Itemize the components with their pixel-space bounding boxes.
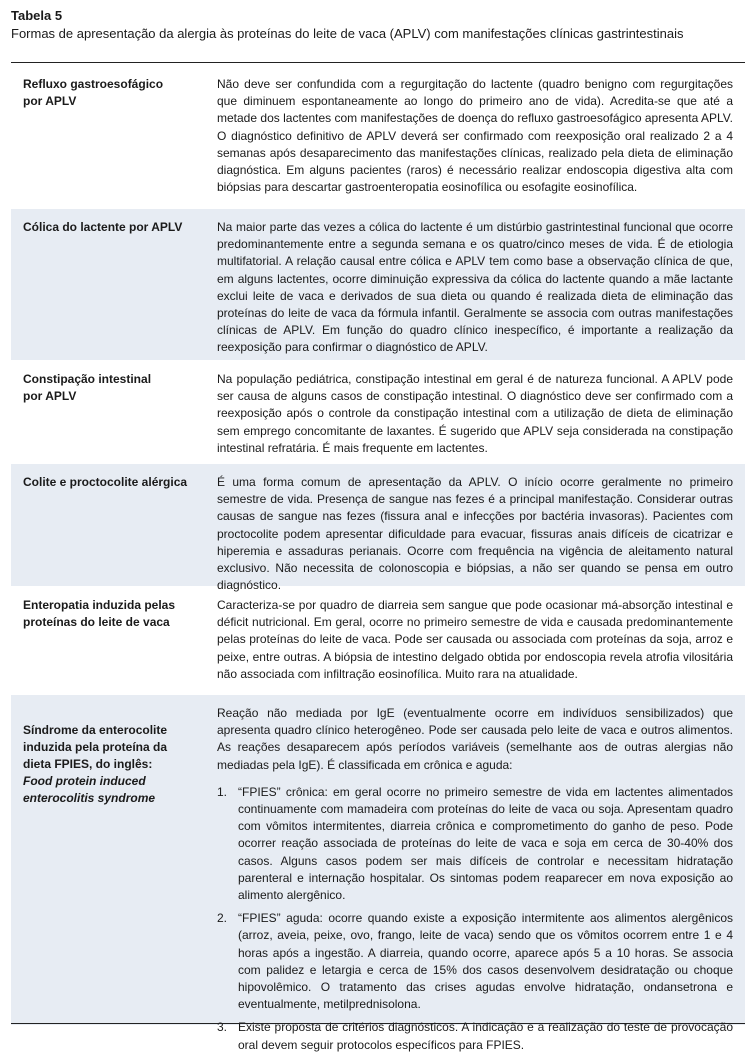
row-text <box>207 66 745 208</box>
list-item-number: 2. <box>217 911 228 926</box>
row-text <box>207 695 745 1052</box>
list-item-text: Existe proposta de critérios diagnósticos. A indicação e a realização do teste de provocação oral devem seguir protocolos específicos para FPIES. <box>238 1020 733 1052</box>
row-text <box>207 209 745 360</box>
table-row <box>11 464 745 593</box>
row-paragraph: Reação não mediada por IgE (eventualmente ocorre em indivíduos sensibilizados) que apresenta quadro clínico heterogêneo. Pode ser causada pelo leite de vaca e outros alimentos. As reações desaparecem após períodos variáveis (semelhante aos de outras alergias não mediadas pela IgE). É classificada em crônica e aguda: <box>217 706 733 772</box>
row-paragraph: É uma forma comum de apresentação da APLV. O início ocorre geralmente no primeiro semestre de vida. Presença de sangue nas fezes é a principal manifestação. Considerar outras causas de sangue nas fezes (fissura anal e infecções por bactéria invasoras). Pacientes com proctocolite podem apresentar dificuldade para evacuar, fissuras anais difíceis de cicatrizar e hiperemia e assaduras perianais. Ocorre com frequência na vigência de aleitamento natural exclusivo. Não necessita de colonoscopia e biópsias, a não ser quando se pensa em outro diagnóstico. <box>217 475 733 593</box>
row-label <box>11 695 207 1025</box>
row-paragraph: Caracteriza-se por quadro de diarreia sem sangue que pode ocasionar má-absorção intestinal e déficit nutricional. Em geral, ocorre no primeiro semestre de vida e causada predominantemente pelas proteínas do leite de vaca. Pode ser causada ou associada com proteínas da soja, arroz e peixe, entre outras. A biópsia de intestino delgado obtida por endoscopia revela atrofia vilositária não associada com infiltração eosinofílica. Muito rara na atualidade. <box>217 598 733 681</box>
row-text <box>207 361 745 463</box>
row-paragraph: Na população pediátrica, constipação intestinal em geral é de natureza funcional. A APLV pode ser causa de alguns casos de constipação intestinal. O diagnóstico deve ser confirmado com a reexposição após o controle da constipação intestinal com a utilização de dieta de eliminação sem emprego concomitante de laxantes. É sugerido que APLV seja considerada na constipação intestinal refratária. É mais frequente em lactentes. <box>217 372 733 455</box>
table-caption <box>11 8 745 42</box>
list-item-text: “FPIES” crônica: em geral ocorre no primeiro semestre de vida em lactentes alimentados continuamente com mamadeira com proteínas do leite de vaca ou soja. Apresentam quadro com vômitos intermitentes, diarreia crônica e comprometimento do ganho de peso. Pode ocorrer reação associada de proteínas do leite de vaca e soja em cerca de 30-40% dos casos. Alguns casos podem ser mais difíceis de controlar e necessitam hidratação parenteral e internação hospitalar. Os sintomas podem reaparecer em nova exposição ao alimento alergênico. <box>238 784 733 903</box>
table-row <box>11 209 745 361</box>
row-label: Cólica do lactente por APLV <box>23 220 183 234</box>
row-label: Colite e proctocolite alérgica <box>23 475 188 489</box>
table-subtitle: Formas de apresentação da alergia às proteínas do leite de vaca (APLV) com manifestações clínicas gastrintestinais <box>11 26 684 41</box>
row-label: Enteropatia induzida pelas proteínas do leite de vaca <box>23 598 176 629</box>
row-paragraph: Na maior parte das vezes a cólica do lactente é um distúrbio gastrintestinal funcional que ocorre predominantemente entre a segunda semana e os quatro/cinco meses de vida. É de etiologia multifatorial. A relação causal entre cólica e APLV tem como base a observação clínica de que, em alguns lactentes, ocorre diminuição expressiva da cólica do lactente quando a mãe lactante exclui leite de vaca e derivados de sua dieta ou quando é realizada dieta de eliminação das proteínas do leite de vaca da fórmula infantil. Geralmente se associa com outras manifestações clínicas de APLV. Em função do quadro clínico inespecífico, é importante a realização da reexposição para confirmar o diagnóstico de APLV. <box>217 220 733 355</box>
list-item <box>217 784 733 904</box>
row-text <box>207 464 745 593</box>
row-paragraph: Não deve ser confundida com a regurgitação do lactente (quadro benigno com regurgitações que diminuem espontaneamente ao longo do primeiro ano de vida). Acredita-se que até a metade dos lactentes com manifestações de doença do refluxo gastroesofágico apresenta APLV. O diagnóstico definitivo de APLV deverá ser confirmado com reexposição oral realizado 2 a 4 semanas após desaparecimento das manifestações clínicas, realizado pela dieta de eliminação diagnóstica. Em alguns pacientes (raros) é necessário realizar endoscopia digestiva alta com biópsias para descartar gastroenteropatia eosinofílica ou esofagite eosinofílica. <box>217 77 733 195</box>
list-item <box>217 1019 733 1053</box>
row-label: Constipação intestinal por APLV <box>23 372 152 403</box>
table-row <box>11 695 745 1052</box>
list-item-text: “FPIES” aguda: ocorre quando existe a exposição intermitente aos alimentos alergênicos (arroz, aveia, peixe, ovo, frango, leite de vaca) sendo que os vômitos ocorrem entre 1 e 4 horas após a ingestão. A diarreia, quando ocorre, aparece após 5 a 10 horas. Se associa com palidez e letargia e cerca de 15% dos casos desenvolvem desidratação ou choque hipovolêmico. O tratamento das crises agudas envolve hidratação, ondansetrona e eventualmente, metilprednisolona. <box>238 911 733 1012</box>
table-row <box>11 66 745 209</box>
row-label-pt: Síndrome da enterocolite induzida pela proteína da dieta FPIES, do inglês: <box>23 723 168 771</box>
row-text <box>207 587 745 694</box>
table-row <box>11 587 745 695</box>
list-item-number: 3. <box>217 1020 228 1035</box>
table-row <box>11 361 745 464</box>
row-label: Refluxo gastroesofágico por APLV <box>23 77 164 108</box>
list-item-number: 1. <box>217 784 228 799</box>
fpies-list <box>217 784 733 1054</box>
row-label-en: Food protein induced enterocolitis syndrome <box>23 774 156 805</box>
bottom-rule <box>11 1023 745 1024</box>
table-title: Tabela 5 <box>11 8 63 23</box>
top-rule <box>11 62 745 63</box>
allergy-table <box>11 66 745 1052</box>
list-item <box>217 910 733 1013</box>
